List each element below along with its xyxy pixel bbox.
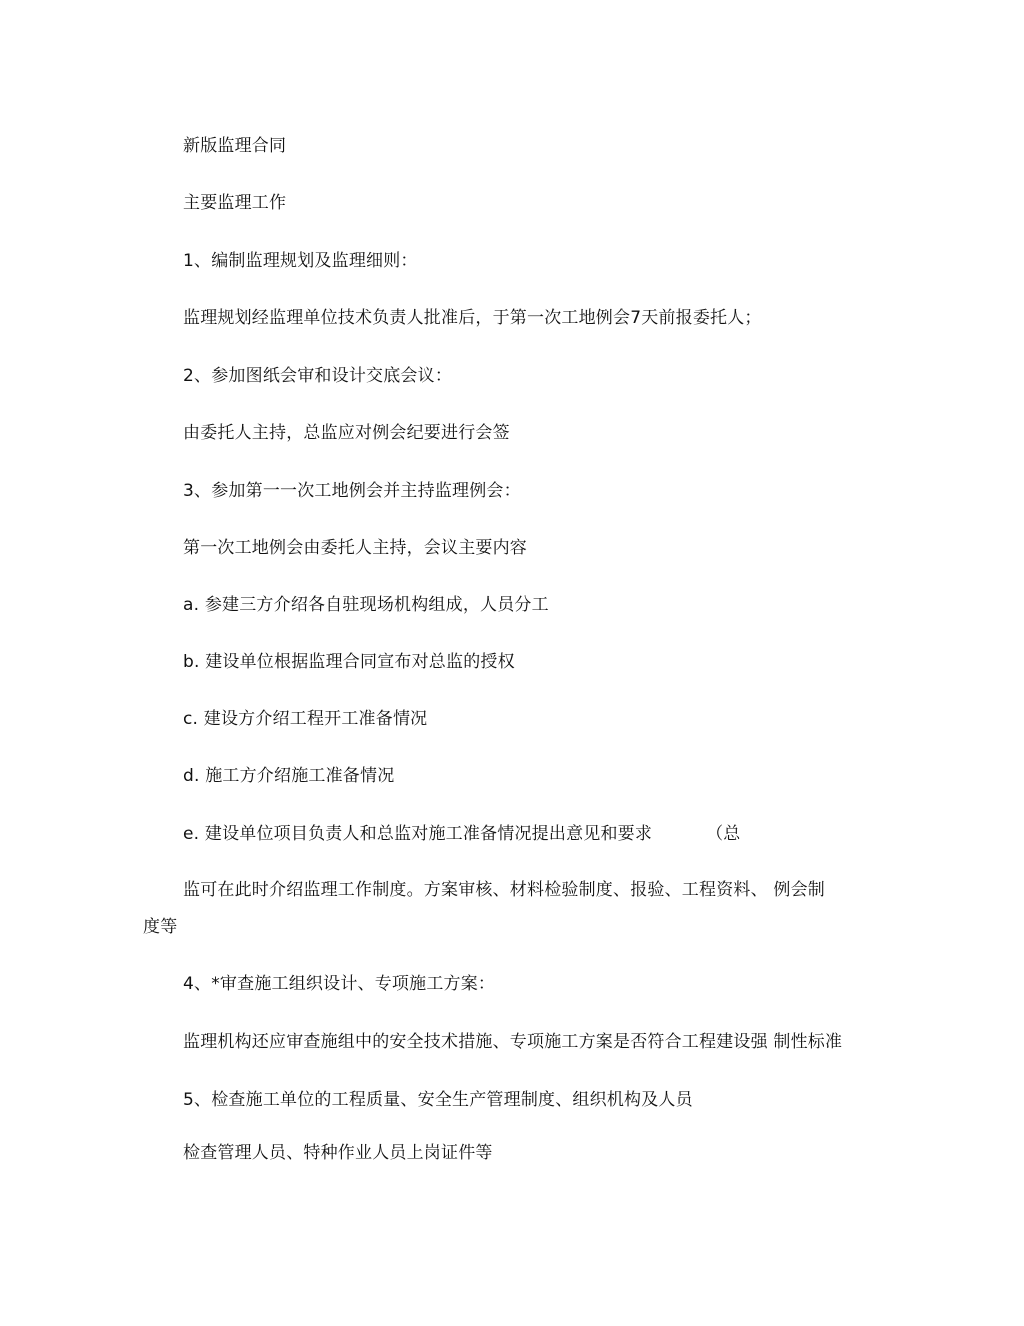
sub-item-a: a. 参建三方介绍各自驻现场机构组成，人员分工 xyxy=(183,595,549,615)
sub-item-b: b. 建设单位根据监理合同宣布对总监的授权 xyxy=(183,652,515,672)
item-3-body: 第一次工地例会由委托人主持，会议主要内容 xyxy=(183,538,527,558)
item-1-heading: 1、编制监理规划及监理细则： xyxy=(183,251,418,271)
item-4-heading: 4、*审查施工组织设计、专项施工方案： xyxy=(183,974,496,994)
sub-item-e xyxy=(183,823,740,845)
sub-item-e-tail: （总 xyxy=(706,824,741,844)
item-1-body: 监理规划经监理单位技术负责人批准后，于第一次工地例会7天前报委托人； xyxy=(183,308,762,328)
continuation-line-1: 监可在此时介绍监理工作制度。方案审核、材料检验制度、报验、工程资料、 例会制 xyxy=(183,880,826,900)
sub-item-c: c. 建设方介绍工程开工准备情况 xyxy=(183,709,428,729)
continuation-line-2: 度等 xyxy=(143,917,178,937)
item-5-body: 检查管理人员、特种作业人员上岗证件等 xyxy=(183,1143,493,1163)
item-4-body: 监理机构还应审查施组中的安全技术措施、专项施工方案是否符合工程建设强 制性标准 xyxy=(183,1032,843,1052)
item-3-heading: 3、参加第一一次工地例会并主持监理例会： xyxy=(183,481,521,501)
sub-item-d: d. 施工方介绍施工准备情况 xyxy=(183,766,395,786)
item-2-heading: 2、参加图纸会审和设计交底会议： xyxy=(183,366,453,386)
item-2-body: 由委托人主持，总监应对例会纪要进行会签 xyxy=(183,423,510,443)
sub-item-e-text: e. 建设单位项目负责人和总监对施工准备情况提出意见和要求 xyxy=(183,824,653,844)
section-title: 主要监理工作 xyxy=(183,193,287,213)
document-title: 新版监理合同 xyxy=(183,136,287,156)
item-5-heading: 5、检查施工单位的工程质量、安全生产管理制度、组织机构及人员 xyxy=(183,1090,693,1110)
